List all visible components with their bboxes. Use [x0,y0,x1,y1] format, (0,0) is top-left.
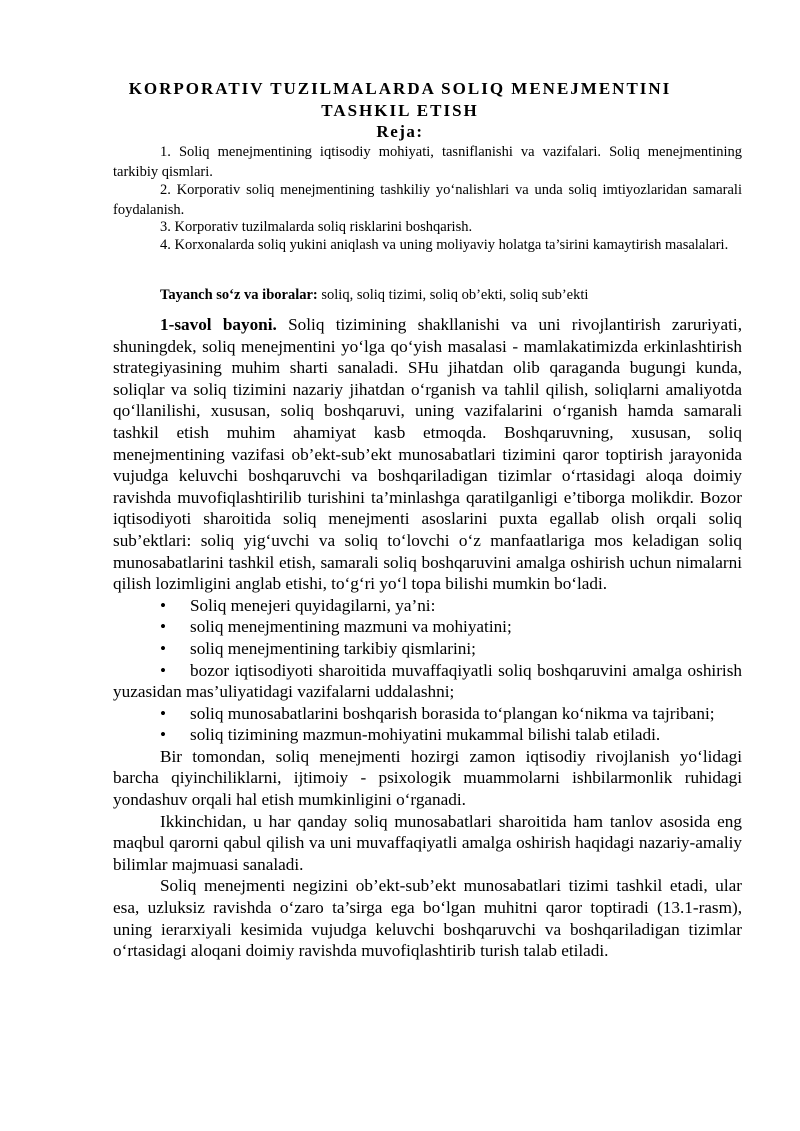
paragraph-3: Ikkinchidan, u har qanday soliq munosabatlari sharoitida ham tanlov asosida eng maqbul qarorni qabul qilish va uni muvaffaqiyatli amalga oshirish haqidagi nazariy-amaliy bilimlar majmuasi sanaladi. [113,811,742,874]
bullet-text: bozor iqtisodiyoti sharoitida muvaffaqiyatli soliq boshqaruvini amalga oshirish yuzasidan mas’uliyatidagi vazifalarni uddalashni; [113,660,742,702]
plan-item-4: 4. Korxonalarda soliq yukini aniqlash va uning moliyaviy holatga ta’sirini kamaytirish masalalari. [160,237,729,253]
plan-heading: Reja: [376,122,424,141]
document-title-line-2: TASHKIL ETISH [321,101,479,120]
bullet-text: Soliq menejeri quyidagilarni, ya’ni: [190,595,436,615]
bullet-icon: • [160,660,167,680]
bullet-text: soliq menejmentining mazmuni va mohiyatini; [190,617,512,637]
document-title-line-1: KORPORATIV TUZILMALARDA SOLIQ MENEJMENTINI [128,79,672,98]
keywords-line [113,285,742,305]
bullet-item-5 [113,703,742,725]
paragraph-2: Bir tomondan, soliq menejmenti hozirgi zamon iqtisodiy rivojlanish yo‘lidagi barcha qiyinchiliklarni, ijtimoiy - psixologik muammolarni ishbilarmonlik ruhidagi yondashuv orqali hal etish mumkinligini o‘rganadi. [113,746,742,810]
bullet-item-4 [113,660,742,703]
bullet-item-1 [113,595,742,617]
keywords-text: soliq, soliq tizimi, soliq ob’ekti, soliq sub’ekti [317,287,589,303]
bullet-text: soliq menejmentining tarkibiy qismlarini; [190,638,476,658]
section-1-label: 1-savol bayoni. [160,315,277,334]
bullet-item-6 [113,724,742,746]
bullet-item-2 [113,616,742,638]
bullet-icon: • [160,725,167,745]
plan-item-2: 2. Korporativ soliq menejmentining tashkiliy yo‘nalishlari va unda soliq imtiyozlaridan samarali foydalanish. [113,182,742,218]
section-1-intro-text: Soliq tizimining shakllanishi va uni rivojlantirish zaruriyati, shuningdek, soliq menejmentini yo‘lga qo‘yish masalasi - mamlakatimizda erkinlashtirish strategiyasining muhim sharti sanaladi. SHu jihatdan olib qaraganda bugungi kunda, soliqlar va soliq tizimini nazariy jihatdan o‘rganish va tahlil qilish, soliqlarni amaliyotda qo‘llanilishi, xususan, soliq boshqaruvi, uning vazifalarini o‘rganish hamda samarali tashkil etish muhim ahamiyat kasb etmoqda. Boshqaruvning, xususan, soliq menejmentining vazifasi ob’ekt-sub’ekt munosabatlari tizimini qaror toptirish jarayonida vujudga keluvchi boshqaruvchi va boshqariladigan tizimlar o‘rtasidagi aloqa doimiy ravishda muvofiqlashtirilib turishini ta’minlashga qaratilganligi e’tiborga molikdir. Bozor iqtisodiyoti sharoitida soliq menejmenti asoslarini puxta egallab olish orqali soliq sub’ektlari: soliq yig‘uvchi va soliq to‘lovchi o‘z manfaatlariga mos keladigan soliq munosabatlarini tashkil etish, samarali soliq boshqaruvini amalga oshirish uchun nimalarni qilish lozimligini anglab etishi, to‘g‘ri yo‘l topa bilishi mumkin bo‘ladi. [113,315,742,594]
section-1-intro-paragraph [113,314,742,595]
bullet-text: soliq tizimining mazmun-mohiyatini mukammal bilishi talab etiladi. [190,725,661,745]
plan-item-3: 3. Korporativ tuzilmalarda soliq risklarini boshqarish. [160,219,473,235]
bullet-item-3 [113,638,742,660]
bullet-icon: • [160,703,167,723]
bullet-text: soliq munosabatlarini boshqarish borasida to‘plangan ko‘nikma va tajribani; [190,703,715,723]
bullet-icon: • [160,595,167,615]
keywords-label: Tayanch so‘z va iboralar: [160,287,318,303]
bullet-icon: • [160,617,167,637]
section-1-body [113,314,742,962]
plan-item-1: 1. Soliq menejmentining iqtisodiy mohiyati, tasniflanishi va vazifalari. Soliq menejmentining tarkibiy qismlari. [113,144,742,180]
bullet-icon: • [160,638,167,658]
paragraph-4: Soliq menejmenti negizini ob’ekt-sub’ekt munosabatlari tizimi tashkil etadi, ular esa, uzluksiz ravishda o‘zaro ta’sirga ega bo‘lgan muhitni qaror toptiradi (13.1-rasm), uning ierarxiyali kesimida vujudga keluvchi boshqaruvchi va boshqariladigan tizimlar o‘rtasidagi aloqani doimiy ravishda muvofiqlashtirib turish talab etiladi. [113,876,742,961]
